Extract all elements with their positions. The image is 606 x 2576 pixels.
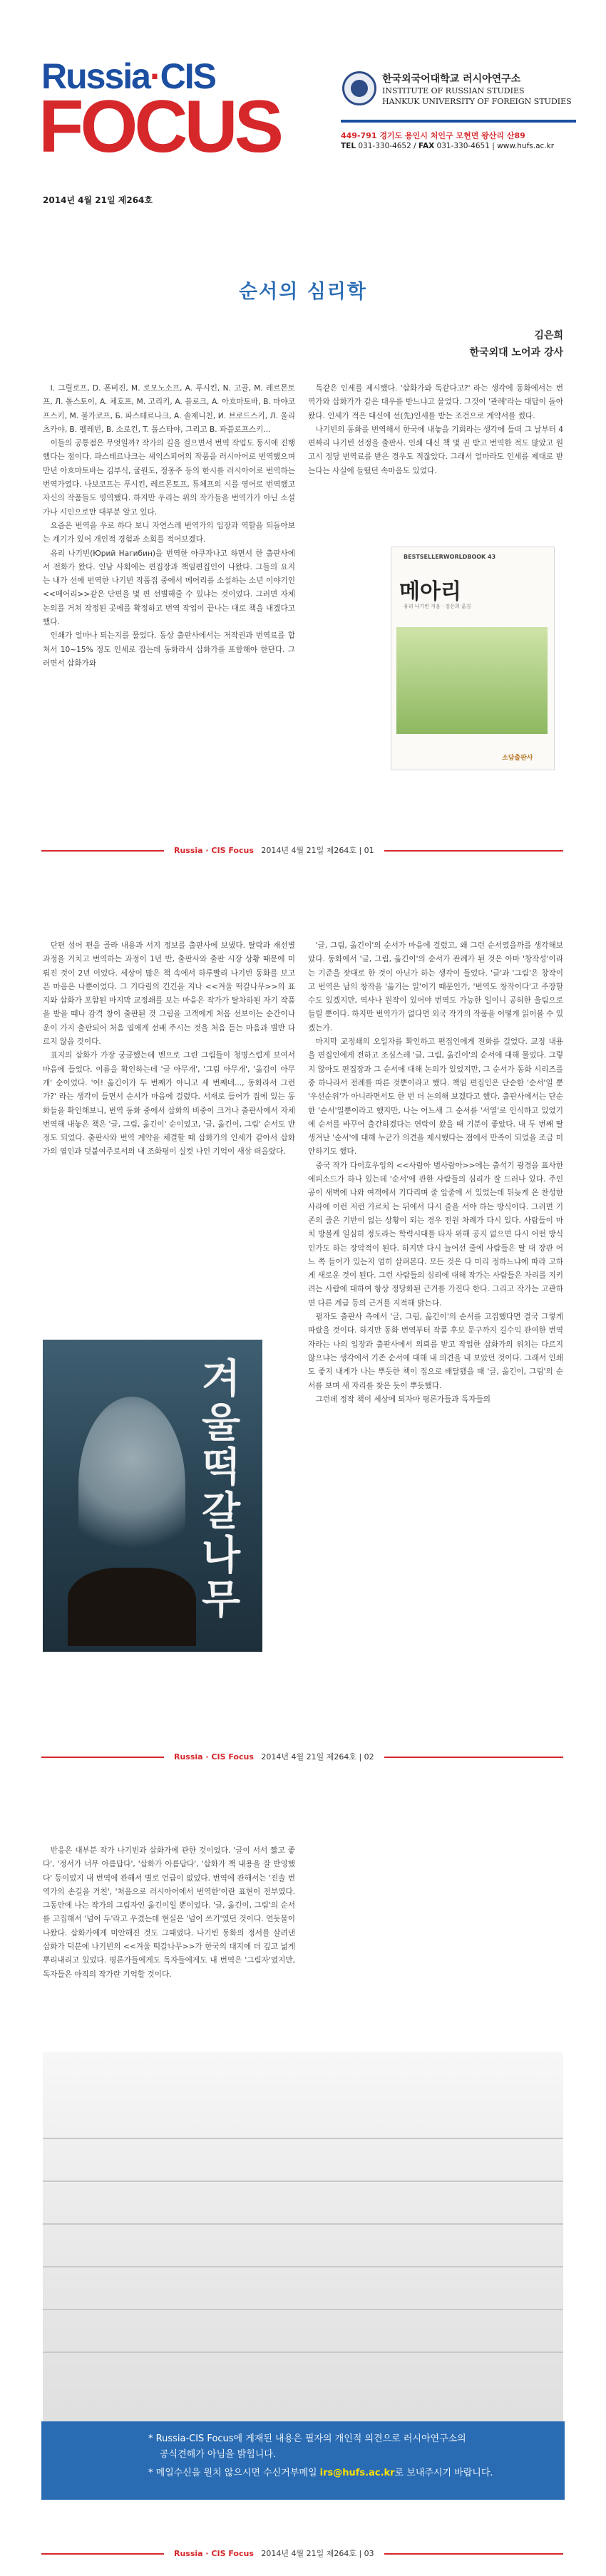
brand-focus: FOCUS	[38, 86, 280, 168]
institute-divider	[341, 120, 576, 123]
paragraph: 표지의 삽화가 가장 궁금했는데 멘으로 그린 그림들이 청명스럽게 보여서 마음에 들었다. 이름을 확인하는데 '글 아무개', '그림 아무개', '옮김이 아무개' 순이었다. '어! 옮긴이가 두 번째가 아니고 세 번째네..., 동화라서 그런가?' 라는 생각이 들면서 순서가 마음에 걸렸다. 서재로 들어가 집에 있는 동화들을 확인해보니, 번역 동화 중에서 삽화의 비중이 크거나 출판사에서 자체 번역해 내놓은 책은 '글, 그림, 옮긴이' 순이었고, '글, 옮긴이, 그림' 순서도 반 정도 되었다. 출판사와 번역 계약을 체결할 때 삽화가의 인세가 같아서 삽화가의 엽인과 덧붙여주로서의 내 조화평이 실컷 나인 기억이 새삼 떠올랐다.	[43, 1051, 295, 1157]
unsubscribe-email-link[interactable]: irs@hufs.ac.kr	[319, 2468, 395, 2478]
page-footer-3: Russia · CIS Focus 2014년 4월 21일 제264호 | 03	[164, 2546, 384, 2562]
institute-address: 449-791 경기도 용인시 처인구 모현면 왕산리 산89	[341, 131, 525, 140]
paragraph: 마지막 교정쇄의 오일자를 확인하고 편집인에게 전화를 걸었다. 교정 내용을 편집인에게 전하고 조심스레 '글, 그림, 옮긴이'의 순서에 대해 물었다. 그렇지 않아도 편집장과 그 순서에 대해 논의가 있었지만, 그 순서가 동화 시리즈를 중 하나라서 전례를 따른 것뿐이라고 했다. 책임 편집인은 단순한 '순서'일 뿐 '우선순위'가 아니라면서도 한 번 더 논의해 보겠다고 했다. 출판사에서는 단순한 '순서'일뿐이라고 했지만, 나는 어느새 그 순서를 '서열'로 인식하고 있었기에 순서를 바꾸어 출간하겠다는 연락이 왔을 때 기분이 좋았다. 내 두 번째 딸 생겨난 '순서'에 대해 누군가 의견을 제시했다는 점에서 만족이 되었을 조금 미안하기도 했다.	[308, 1038, 563, 1157]
notice-line-1: * Russia-CIS Focus에 게재된 내용은 필자의 개인적 의견으로 러시아연구소의	[148, 2433, 466, 2444]
paragraph: I. 그릴로프, D. 폰비진, M. 로모노소프, A. 푸시킨, N. 고골, M. 레르몬토프, Л. 톨스토이, A. 체호프, M. 고리키, A. 블로크, A. 아흐마토바, B. 마야코프스키, M. 불가코프, Б. 파스테르나크, A. 솔제니친, И. 브로드스키, Л. 울리츠카야, В. 펠레빈, B. 소로킨, T. 톨스타야, 그리고 B. 파블로프스키...	[43, 384, 295, 434]
notice-box	[41, 2421, 565, 2500]
paragraph: 나기빈의 동화를 번역해서 한국에 내놓을 기회라는 생각에 들떠 그 날부터 4편짜리 나기빈 선정을 출판사. 인쇄 대신 책 몇 권 받고 번역한 적도 많았고 원고시 정당 번역료를 받은 경우도 적잖았다. 그래서 얼마라도 인세를 제대로 받는다는 사실에 들떴던 속마음도 있었다.	[308, 425, 564, 475]
page3-left-column	[43, 1844, 295, 1982]
paragraph: 유리 나기빈(Юрий Нагибин)을 번역한 아쿠자나고 하면서 한 출판사에서 전화가 왔다. 인남 사회에는 편집장과 책임편집인이 나왔다. 그들의 요지는 내가 선에 번역한 나기빈 작품집 중에서 메어리를 소설하는 소년 이야기인 <<메어리>>같은 단편을 몇 편 선별해줄 수 있냐는 것이었다. 그러면 자체 논의를 거쳐 작정된 곳에를 확정하고 번역 작업이 끝나는 대로 책을 내겠다고 했다.	[43, 549, 295, 627]
page-footer-2: Russia · CIS Focus 2014년 4월 21일 제264호 | 02	[164, 1749, 384, 1765]
paragraph: 그런데 정작 책이 세상에 되자마 평론가들과 독자들의	[315, 1395, 491, 1404]
paragraph: 단편 섬어 편을 골라 내용과 서지 정보를 출판사에 보냈다. 탈락과 재선별 과정을 거치고 번역하는 과정이 1년 반, 출판사와 출판 시장 상황 때문에 미뤄진 것이 2년 이었다. 세상이 많은 책 속에서 하루빨리 나기빈 동화를 보고픈 마음은 나뿐이었다. 그 기다림의 긴긴을 지나 <<겨울 떡갈나무>>의 표지와 삽화가 포함된 마지막 교정쇄를 보는 마음은 작가가 탈차하된 자기 작품을 받을 때나 감격 창이 출판된 것 그림을 고객에게 처음 선보이는 순간이나 운이 가지 출판되어 처음 엽에게 선배 주시는 것을 처음 듣는 마음과 별반 다르지 않을 것이다.	[43, 941, 295, 1047]
university-name-en: HANKUK UNIVERSITY OF FOREIGN STUDIES	[382, 97, 572, 106]
page1-left-column	[43, 382, 295, 671]
notice-line-1b: 공식견해가 아님을 밝힙니다.	[160, 2449, 277, 2460]
seal-center	[351, 80, 368, 97]
institute-name-en: INSTITUTE OF RUSSIAN STUDIES	[382, 86, 525, 95]
paragraph: 이들의 공통점은 무엇일까? 작가의 길을 걸으면서 번역 작업도 동시에 진행했다는 점이다. 파스테르나크는 셰익스피어의 작품을 러시아어로 번역했으며 만년 아흐마토바는 김부식, 굴원도, 정몽주 등의 한시를 러시아어로 번역하는 번역가였다. 나보코프는 푸시킨, 레르몬토프, 튜체프의 시를 영어로 번역했고 자신의 작품들도 영역했다. 하지만 우리는 위의 작가들을 번역가가 아닌 소설가나 시인으로만 대부분 알고 있다.	[43, 439, 295, 517]
page1-right-column	[308, 382, 563, 478]
stair-step	[43, 2223, 563, 2225]
background-staircase-image	[43, 2052, 563, 2423]
stair-step	[43, 2309, 563, 2310]
paragraph: 필자도 출판사 측에서 '글, 그림, 옮긴이'의 순서를 고집했다면 결국 그렇게 따랐을 것이다. 하지만 동화 번역부터 작품 후보 문구까지 길수익 관여한 번역자라는 나의 입장과 출판사에서 의뢰를 받고 작업한 삽화가의 위치는 다르지 않으냐는 생각에서 기존 순서에 대해 내 의견을 내 보았던 것이다. 그래서 인쇄도 좋지 내게가 나는 뿌듯한 책이 집으로 배달됐을 때 '글, 옮긴이, 그림'의 순서를 보며 새 자리를 찾은 듯이 뿌듯했다.	[308, 1313, 563, 1390]
article-title: 순서의 심리학	[239, 281, 367, 303]
book-title: 겨울떡갈나무	[201, 1356, 241, 1623]
paragraph: 독같은 인세를 제시했다. '삽화가와 독같다고?' 라는 생각에 동화에서는 번역가와 삽화가가 같은 대우를 받느냐고 물었다. 그것이 '관례'라는 대답이 돌아왔다. 인세가 적은 대신에 선(先)인세를 받는 조건으로 계약서를 썼다.	[308, 384, 563, 420]
book-credits: 유리 나기빈 지음 · 김은희 옮김	[404, 604, 471, 609]
stair-step	[43, 2181, 563, 2182]
institute-contact: TEL 031-330-4652 / FAX 031-330-4651 | www.hufs.ac.kr	[341, 142, 555, 150]
book-series: BESTSELLERWORLDBOOK 43	[404, 554, 496, 560]
paragraph: 중국 작가 다이호우잉의 <<사람아 범사람아>>에는 출석기 광경을 표사한 에피소드가 하나 있는데 '순서'에 관한 사람들의 심리가 잘 드러나 있다. 주인공이 새벽에 나와 여객에서 기다리며 줄 앞줄에 서 있었는데 뒤늦게 온 찬성한 사라에 이런 저런 가르치 는 뒤에서 다시 줄을 서야 하는 방식이다. 그러면 기존의 줄은 기반이 없는 상황이 되는 경우 전원 차례가 다시 있다. 사람들이 마치 방불케 일심히 정도라는 학력시대를 타자 위해 공지 없으면 다시 어떤 방식인가도 하는 장악적이 된다. 하지만 다시 늘어선 줄에 사람들은 딸 대 장관 어느 쪽 들어가 있는지 엄히 살펴본다. 모든 것은 다 미리 정하느냐에 따라 고하게 새로운 것이 된다. 그런 사람들의 심리에 대해 작가는 사람들은 자리를 지키려는 사람에 대하여 항상 정당화된 근거를 가진다 한다. 그리고 작가는 고관하면 다른 계급 등의 근거를 지적해 밝는다.	[308, 1161, 563, 1308]
stair-step	[43, 2352, 563, 2353]
page2-right-column	[308, 939, 563, 1407]
stair-step	[43, 2138, 563, 2139]
brand-russia-cis: Russia·CIS	[41, 56, 215, 96]
page2-left-column	[43, 939, 295, 1159]
notice-line-2: * 메일수신을 원치 않으시면 수신거부메일 irs@hufs.ac.kr로 보내주시기 바랍니다.	[148, 2468, 493, 2478]
website-link[interactable]: www.hufs.ac.kr	[497, 142, 555, 150]
author-name: 김은희	[534, 330, 563, 341]
institute-name-kr: 한국외국어대학교 러시아연구소	[382, 73, 521, 85]
paragraph: 인쇄가 얼마나 되는지를 물었다. 동상 출판사에서는 저작권과 번역료를 합쳐서 10~15% 정도 인세로 잡는데 동화라서 삽화가를 포함해야 한단다. 그러면서 삽화가와	[43, 631, 295, 668]
stair-step	[43, 2266, 563, 2267]
cover-tree-illustration	[78, 1397, 185, 1575]
author-affiliation: 한국외대 노어과 강사	[469, 347, 563, 358]
book-title: 메아리	[399, 579, 461, 604]
page-footer-1: Russia · CIS Focus 2014년 4월 21일 제264호 | 01	[164, 843, 384, 859]
cover-children-illustration	[68, 1568, 196, 1646]
book-cover-illustration	[396, 627, 548, 734]
paragraph: 반응은 대부분 작가 나기빈과 삽화가에 관한 것이었다. '글이 서서 짧고 좋다', '정서가 너무 아름답다', '삽화가 아름답다', '삽화가 책 내용을 잘 반영했다' 등이었지 내 번역에 관해서 별로 언급이 없었다. 번역에 관해서는 '진솔 번역가의 손길을 거친', '처음으로 러시아어에서 번역한'이란 표현이 전부였다. 그동안에 나는 작가의 그림자인 옮긴이일 뿐이었다. '글, 옮긴이, 그림'의 순서를 고집해서 '넘어 두'라고 우겼는데 현실은 '넘어 쓰기'였던 것이다. 연둣물이 나왔다. 삽화가에게 미안해진 것도 그때였다. 나기빈 동화의 정서를 살려낸 삽화가 덕분에 나기빈의 <<겨울 떡갈나무>>가 한국의 대지에 더 깊고 넓게 뿌리내리고 있었다. 평론가들에게도 독자들에게도 내 번역은 '그림자'였지만, 독자들은 아직의 작가란 기억할 것이다.	[43, 1846, 295, 1979]
book-publisher: 소담출판사	[502, 755, 533, 762]
issue-date: 2014년 4월 21일 제264호	[43, 195, 153, 205]
paragraph: 요즘은 번역을 우로 하다 보니 자연스레 번역가의 입장과 역할을 되돌아보는 계기가 있어 개인적 경험과 소회를 적어보겠다.	[43, 521, 295, 544]
paragraph: '글, 그림, 옮긴이'의 순서가 마음에 걸렸고, 왜 그런 순서였을까를 생각해보았다. 동화에서 '글, 그림, 옮긴이'의 순서가 관례가 된 것은 아마 '창작성'이라는 기준을 잣대로 한 것이 아닌가 하는 생각이 들었다. '글'과 '그림'은 창작이고 번역은 남의 창작을 '옮기는 일'이기 때문인가, '번역도 창작이다'고 주장할 수도 있겠지만, 역사나 원작이 있어야 번역도 가능한 일이니 공허한 울림으로 들릴 뿐이다. 하지만 번역가가 없다면 외국 작가의 작품을 어떻게 읽어볼 수 있겠는가.	[308, 941, 563, 1033]
